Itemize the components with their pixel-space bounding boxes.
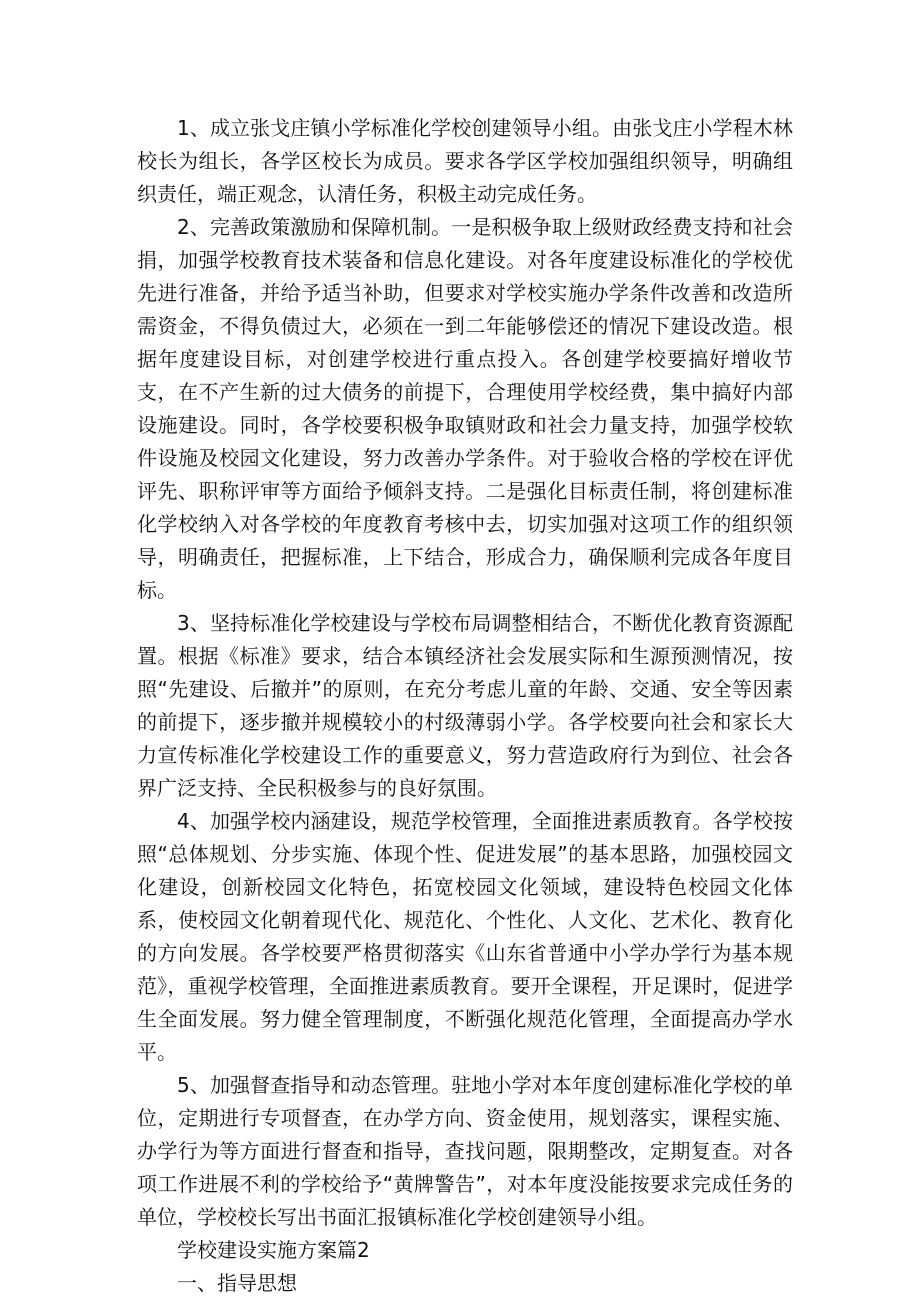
subheading: 一、指导思想 <box>177 1271 297 1295</box>
paragraph-2: 2、完善政策激励和保障机制。一是积极争取上级财政经费支持和社会捐，加强学校教育技术装备和信息化建设。对各年度建设标准化的学校优先进行准备，并给予适当补助，但要求对学校实施办学条件改善和改造所需资金，不得负债过大，必须在一到二年能够偿还的情况下建设改造。根据年度建设目标，对创建学校进行重点投入。各创建学校要搞好增收节支，在不产生新的过大债务的前提下，合理使用学校经费，集中搞好内部设施建设。同时，各学校要积极争取镇财政和社会力量支持，加强学校软件设施及校园文化建设，努力改善办学条件。对于验收合格的学校在评优评先、职称评审等方面给予倾斜支持。二是强化目标责任制，将创建标准化学校纳入对各学校的年度教育考核中去，切实加强对这项工作的组织领导，明确责任，把握标准，上下结合，形成合力，确保顺利完成各年度目标。 <box>137 215 793 602</box>
document-page <box>137 112 793 1300</box>
paragraph-5: 5、加强督查指导和动态管理。驻地小学对本年度创建标准化学校的单位，定期进行专项督查，在办学方向、资金使用，规划落实，课程实施、办学行为等方面进行督查和指导，查找问题，限期整改，定期复查。对各项工作进展不利的学校给予“黄牌警告”，对本年度没能按要求完成任务的单位，学校校长写出书面汇报镇标准化学校创建领导小组。 <box>137 1073 793 1229</box>
paragraph-1: 1、成立张戈庄镇小学标准化学校创建领导小组。由张戈庄小学程木林校长为组长，各学区校长为成员。要求各学区学校加强组织领导，明确组织责任，端正观念，认清任务，积极主动完成任务。 <box>137 116 793 206</box>
section-title: 学校建设实施方案篇2 <box>177 1238 370 1262</box>
paragraph-3: 3、坚持标准化学校建设与学校布局调整相结合，不断优化教育资源配置。根据《标准》要求，结合本镇经济社会发展实际和生源预测情况，按照“先建设、后撤并”的原则，在充分考虑儿童的年龄、交通、安全等因素的前提下，逐步撤并规模较小的村级薄弱小学。各学校要向社会和家长大力宣传标准化学校建设工作的重要意义，努力营造政府行为到位、社会各界广泛支持、全民积极参与的良好氛围。 <box>137 611 793 800</box>
paragraph-4: 4、加强学校内涵建设，规范学校管理，全面推进素质教育。各学校按照“总体规划、分步实施、体现个性、促进发展”的基本思路，加强校园文化建设，创新校园文化特色，拓宽校园文化领域，建设特色校园文化体系，使校园文化朝着现代化、规范化、个性化、人文化、艺术化、教育化的方向发展。各学校要严格贯彻落实《山东省普通中小学办学行为基本规范》，重视学校管理，全面推进素质教育。要开全课程，开足课时，促进学生全面发展。努力健全管理制度，不断强化规范化管理，全面提高办学水平。 <box>137 809 793 1064</box>
